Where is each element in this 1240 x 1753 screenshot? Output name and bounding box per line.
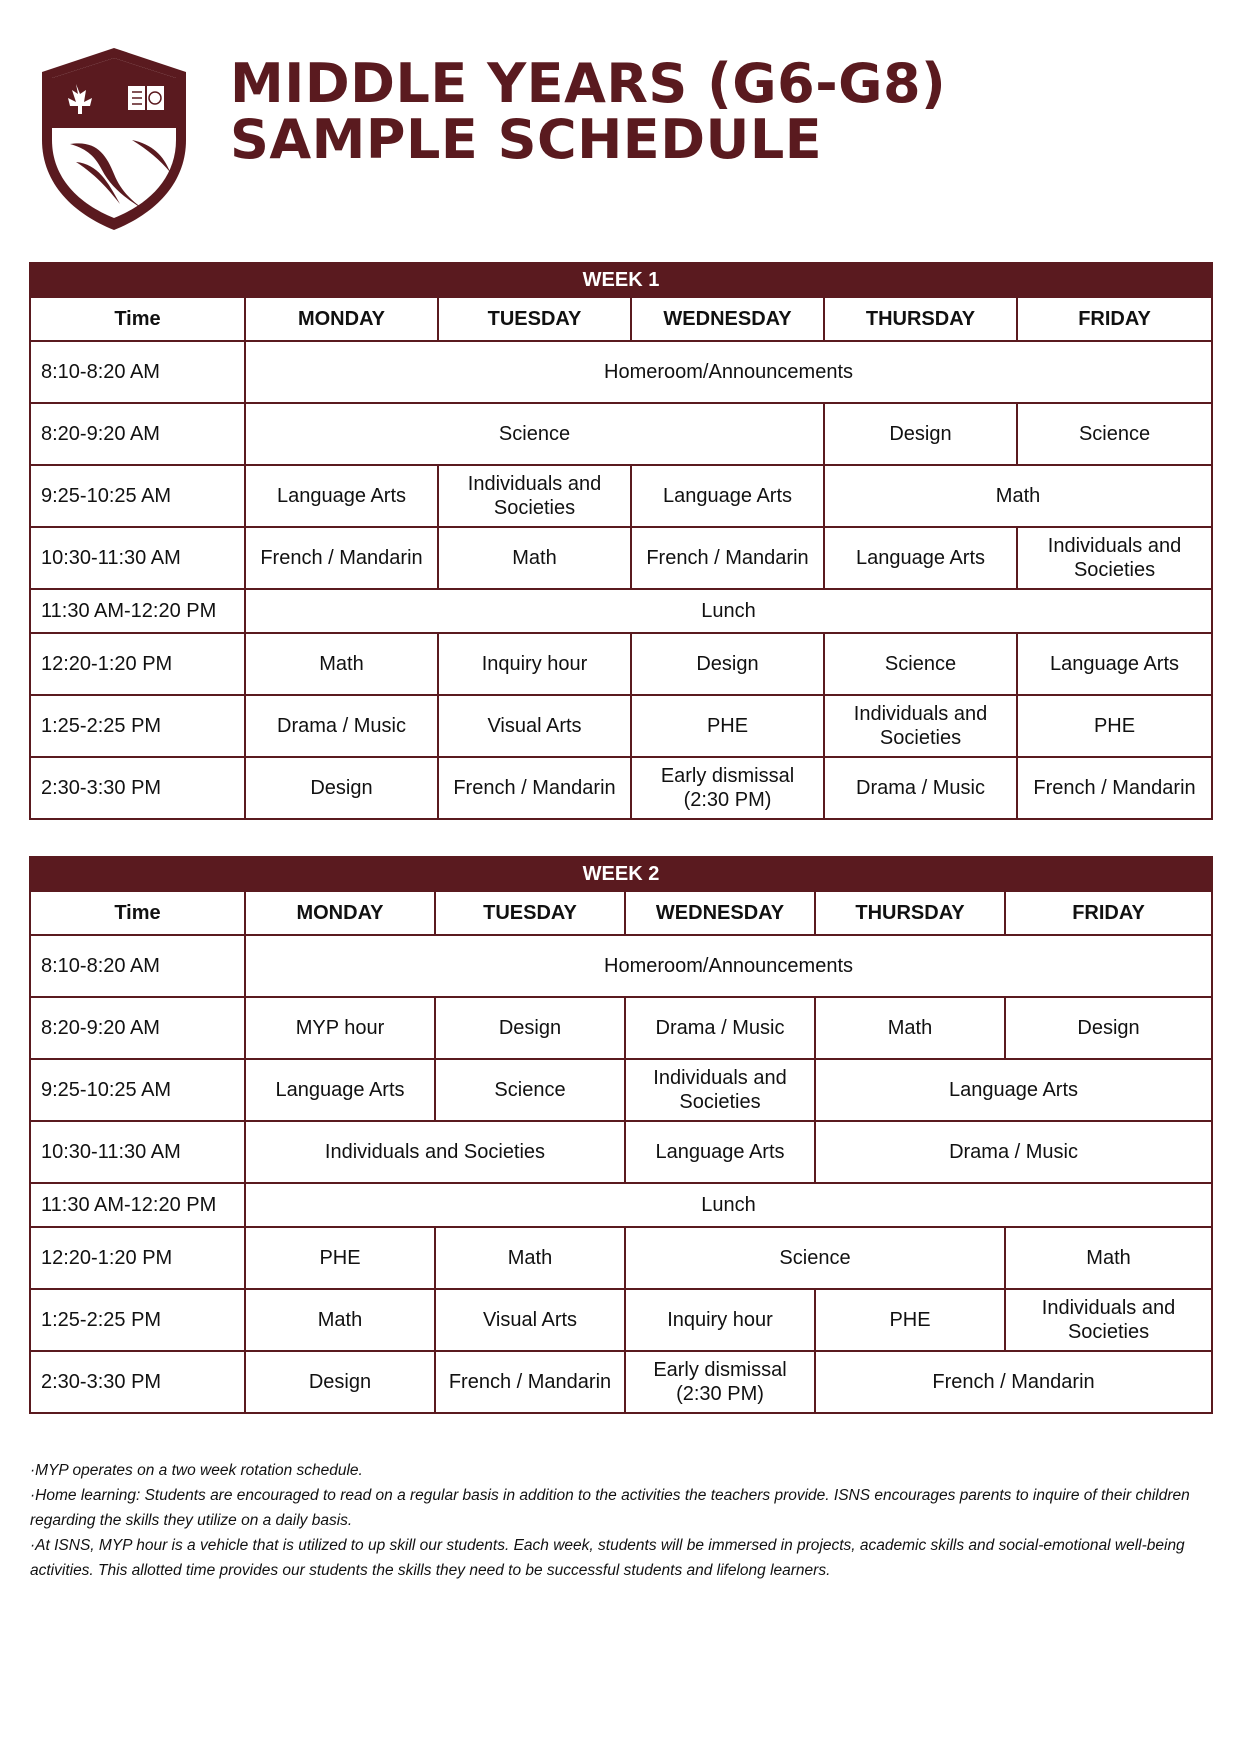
time-cell: 8:10-8:20 AM	[30, 935, 245, 997]
week2-schedule-table	[29, 856, 1213, 1414]
class-cell: Drama / Music	[245, 695, 438, 757]
class-cell: Drama / Music	[815, 1121, 1212, 1183]
class-cell: Math	[815, 997, 1005, 1059]
class-cell: Language Arts	[631, 465, 824, 527]
footnote: ·Home learning: Students are encouraged to read on a regular basis in addition to the activities the teachers provide. ISNS encourages parents to inquire of their children regarding the skills they utilize on a daily basis.	[30, 1487, 1190, 1529]
week-header	[30, 857, 1212, 891]
time-cell: 10:30-11:30 AM	[30, 527, 245, 589]
tuesday-header: TUESDAY	[435, 891, 625, 935]
table-row	[30, 1289, 1212, 1351]
class-cell: PHE	[245, 1227, 435, 1289]
time-cell: 9:25-10:25 AM	[30, 465, 245, 527]
table-row	[30, 1183, 1212, 1227]
table-row	[30, 757, 1212, 819]
day-header-row	[30, 891, 1212, 935]
page-title	[230, 52, 947, 171]
class-cell: Individuals and Societies	[824, 695, 1017, 757]
class-cell: Design	[245, 757, 438, 819]
class-cell: Science	[824, 633, 1017, 695]
class-cell: Drama / Music	[625, 997, 815, 1059]
footnote: ·At ISNS, MYP hour is a vehicle that is utilized to up skill our students. Each week, students will be immersed in projects, academic skills and social-emotional well-being activities. This allotted time provides our students the skills they need to be successful students and lifelong learners.	[30, 1537, 1185, 1579]
time-cell: 8:10-8:20 AM	[30, 341, 245, 403]
class-cell: Design	[435, 997, 625, 1059]
tuesday-header: TUESDAY	[438, 297, 631, 341]
time-cell: 11:30 AM-12:20 PM	[30, 1183, 245, 1227]
title-line-1: MIDDLE YEARS (G6-G8)	[230, 52, 947, 115]
class-cell: French / Mandarin	[631, 527, 824, 589]
time-cell: 8:20-9:20 AM	[30, 403, 245, 465]
thursday-header: THURSDAY	[824, 297, 1017, 341]
class-cell: Math	[245, 1289, 435, 1351]
table-row	[30, 341, 1212, 403]
footnotes	[30, 1458, 1210, 1583]
class-cell: Science	[245, 403, 824, 465]
class-cell: Design	[1005, 997, 1212, 1059]
class-cell: MYP hour	[245, 997, 435, 1059]
class-cell: Early dismissal (2:30 PM)	[631, 757, 824, 819]
monday-header: MONDAY	[245, 891, 435, 935]
time-cell: 11:30 AM-12:20 PM	[30, 589, 245, 633]
class-cell: Individuals and Societies	[438, 465, 631, 527]
time-cell: 1:25-2:25 PM	[30, 695, 245, 757]
class-cell: Drama / Music	[824, 757, 1017, 819]
wednesday-header: WEDNESDAY	[631, 297, 824, 341]
table-row	[30, 1227, 1212, 1289]
class-cell: Language Arts	[245, 1059, 435, 1121]
time-cell: 10:30-11:30 AM	[30, 1121, 245, 1183]
table-row	[30, 1059, 1212, 1121]
class-cell: Early dismissal (2:30 PM)	[625, 1351, 815, 1413]
week-label: WEEK 2	[30, 857, 1212, 891]
class-cell: Language Arts	[1017, 633, 1212, 695]
time-cell: 2:30-3:30 PM	[30, 1351, 245, 1413]
table-row	[30, 403, 1212, 465]
wednesday-header: WEDNESDAY	[625, 891, 815, 935]
class-cell: Design	[245, 1351, 435, 1413]
table-row	[30, 1121, 1212, 1183]
class-cell: PHE	[1017, 695, 1212, 757]
time-header: Time	[30, 297, 245, 341]
class-cell: Inquiry hour	[625, 1289, 815, 1351]
time-cell: 12:20-1:20 PM	[30, 633, 245, 695]
class-cell: Language Arts	[245, 465, 438, 527]
table-row	[30, 633, 1212, 695]
class-cell: French / Mandarin	[1017, 757, 1212, 819]
class-cell: Homeroom/Announcements	[245, 935, 1212, 997]
class-cell: Lunch	[245, 1183, 1212, 1227]
class-cell: Math	[245, 633, 438, 695]
title-line-2: SAMPLE SCHEDULE	[230, 108, 823, 171]
time-cell: 8:20-9:20 AM	[30, 997, 245, 1059]
day-header-row	[30, 297, 1212, 341]
class-cell: Individuals and Societies	[1017, 527, 1212, 589]
class-cell: French / Mandarin	[245, 527, 438, 589]
class-cell: Lunch	[245, 589, 1212, 633]
class-cell: French / Mandarin	[815, 1351, 1212, 1413]
class-cell: Homeroom/Announcements	[245, 341, 1212, 403]
table-row	[30, 695, 1212, 757]
class-cell: Visual Arts	[438, 695, 631, 757]
thursday-header: THURSDAY	[815, 891, 1005, 935]
class-cell: Individuals and Societies	[1005, 1289, 1212, 1351]
class-cell: Language Arts	[815, 1059, 1212, 1121]
table-row	[30, 465, 1212, 527]
time-cell: 2:30-3:30 PM	[30, 757, 245, 819]
week-header	[30, 263, 1212, 297]
class-cell: Design	[824, 403, 1017, 465]
class-cell: Math	[824, 465, 1212, 527]
table-row	[30, 589, 1212, 633]
class-cell: Visual Arts	[435, 1289, 625, 1351]
time-cell: 9:25-10:25 AM	[30, 1059, 245, 1121]
class-cell: Science	[625, 1227, 1005, 1289]
footnote: ·MYP operates on a two week rotation schedule.	[30, 1462, 363, 1479]
table-row	[30, 997, 1212, 1059]
class-cell: Inquiry hour	[438, 633, 631, 695]
class-cell: Math	[1005, 1227, 1212, 1289]
class-cell: Language Arts	[625, 1121, 815, 1183]
class-cell: Individuals and Societies	[625, 1059, 815, 1121]
table-row	[30, 1351, 1212, 1413]
class-cell: Math	[438, 527, 631, 589]
time-cell: 1:25-2:25 PM	[30, 1289, 245, 1351]
crest-shield-icon	[36, 44, 192, 234]
time-cell: 12:20-1:20 PM	[30, 1227, 245, 1289]
class-cell: French / Mandarin	[435, 1351, 625, 1413]
class-cell: Science	[1017, 403, 1212, 465]
class-cell: Language Arts	[824, 527, 1017, 589]
class-cell: Design	[631, 633, 824, 695]
week-label: WEEK 1	[30, 263, 1212, 297]
class-cell: PHE	[815, 1289, 1005, 1351]
class-cell: Individuals and Societies	[245, 1121, 625, 1183]
time-header: Time	[30, 891, 245, 935]
friday-header: FRIDAY	[1005, 891, 1212, 935]
class-cell: French / Mandarin	[438, 757, 631, 819]
table-row	[30, 527, 1212, 589]
class-cell: PHE	[631, 695, 824, 757]
monday-header: MONDAY	[245, 297, 438, 341]
friday-header: FRIDAY	[1017, 297, 1212, 341]
class-cell: Science	[435, 1059, 625, 1121]
week1-schedule-table	[29, 262, 1213, 820]
class-cell: Math	[435, 1227, 625, 1289]
table-row	[30, 935, 1212, 997]
